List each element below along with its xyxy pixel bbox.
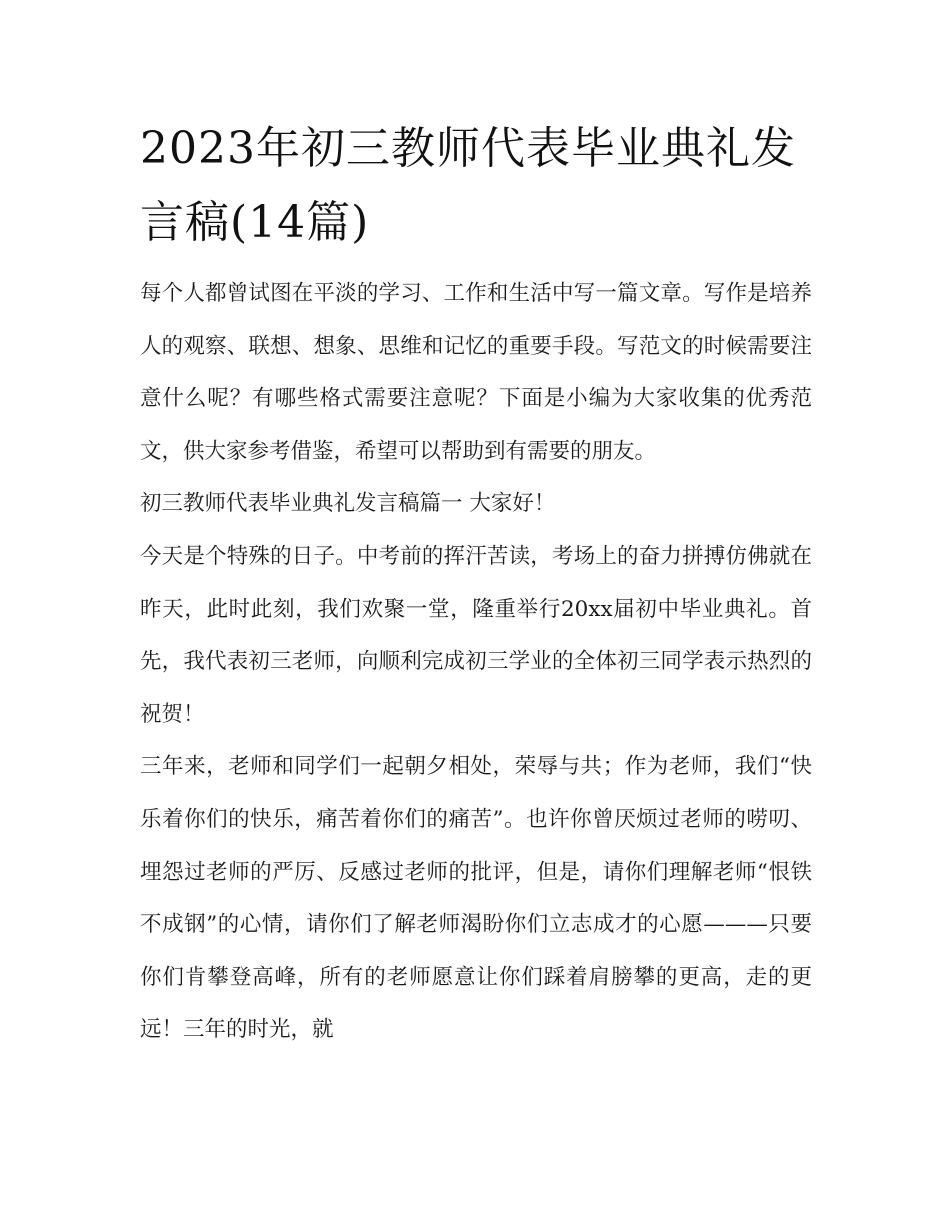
document-page — [140, 112, 812, 1057]
paragraph-greeting: 初三教师代表毕业典礼发言稿篇一 大家好！ — [140, 491, 556, 517]
paragraph-intro: 每个人都曾试图在平淡的学习、工作和生活中写一篇文章。写作是培养人的观察、联想、想象、思维和记忆的重要手段。写范文的时候需要注意什么呢？有哪些格式需要注意呢？下面是小编为大家收集的优秀范文，供大家参考借鉴，希望可以帮助到有需要的朋友。 — [140, 281, 812, 464]
paragraph-three-years: 三年来，老师和同学们一起朝夕相处，荣辱与共；作为老师，我们“快乐着你们的快乐，痛苦着你们的痛苦”。也许你曾厌烦过老师的唠叨、埋怨过老师的严厉、反感过老师的批评，但是，请你们理解老师“恨铁不成钢”的心情，请你们了解老师渴盼你们立志成才的心愿———只要你们肯攀登高峰，所有的老师愿意让你们踩着肩膀攀的更高，走的更远！三年的时光，就 — [140, 754, 812, 1043]
paragraph-special-day: 今天是个特殊的日子。中考前的挥汗苦读，考场上的奋力拼搏仿佛就在昨天，此时此刻，我们欢聚一堂，隆重举行20xx届初中毕业典礼。首先，我代表初三老师，向顺利完成初三学业的全体初三同学表示热烈的祝贺！ — [140, 543, 812, 727]
document-title: 2023年初三教师代表毕业典礼发言稿(14篇) — [140, 123, 796, 248]
